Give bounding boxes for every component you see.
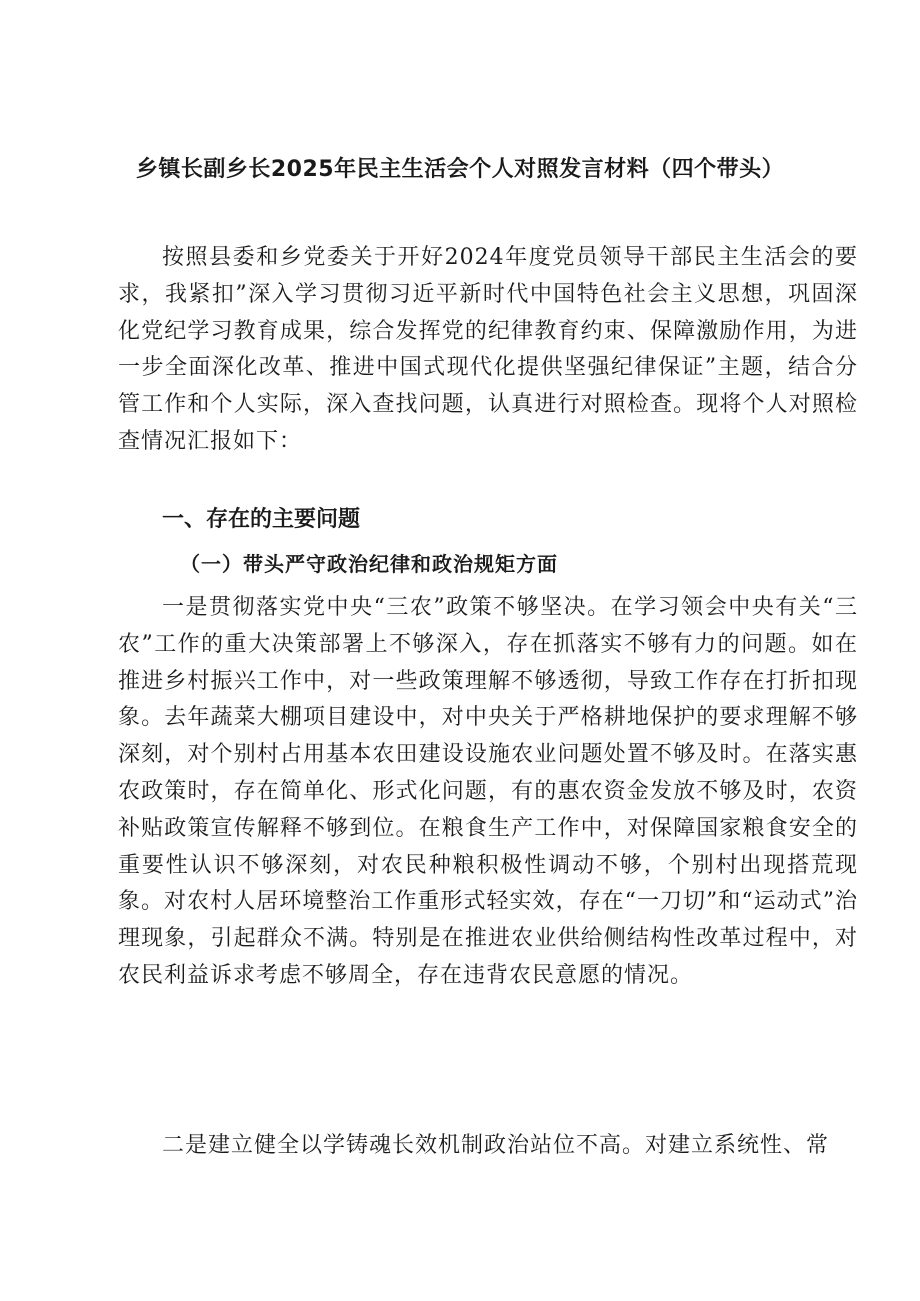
body-paragraph-point1: 一是贯彻落实党中央“三农”政策不够坚决。在学习领会中央有关“三农”工作的重大决策部署上不够深入，存在抓落实不够有力的问题。如在推进乡村振兴工作中，对一些政策理解不够透彻，导致工作存在打折扣现象。去年蔬菜大棚项目建设中，对中央关于严格耕地保护的要求理解不够深刻，对个别村占用基本农田建设设施农业问题处置不够及时。在落实惠农政策时，存在简单化、形式化问题，有的惠农资金发放不够及时，农资补贴政策宣传解释不够到位。在粮食生产工作中，对保障国家粮食安全的重要性认识不够深刻，对农民种粮积极性调动不够，个别村出现搭荒现象。对农村人居环境整治工作重形式轻实效，存在“一刀切”和“运动式”治理现象，引起群众不满。特别是在推进农业供给侧结构性改革过程中，对农民利益诉求考虑不够周全，存在违背农民意愿的情况。 (118, 595, 858, 988)
subsection-heading: （一）带头严守政治纪律和政治规矩方面 (180, 552, 558, 576)
intro-paragraph: 按照县委和乡党委关于开好2024年度党员领导干部民主生活会的要求，我紧扣”深入学习贯彻习近平新时代中国特色社会主义思想，巩固深化党纪学习教育成果，综合发挥党的纪律教育约束、保障激励作用，为进一步全面深化改革、推进中国式现代化提供坚强纪律保证”主题，结合分管工作和个人实际，深入查找问题，认真进行对照检查。现将个人对照检查情况汇报如下： (118, 245, 858, 454)
body-paragraph-point2: 二是建立健全以学铸魂长效机制政治站位不高。对建立系统性、常 (162, 1133, 830, 1158)
document-title: 乡镇长副乡长2025年民主生活会个人对照发言材料（四个带头） (135, 157, 785, 182)
section-heading: 一、存在的主要问题 (162, 507, 361, 532)
